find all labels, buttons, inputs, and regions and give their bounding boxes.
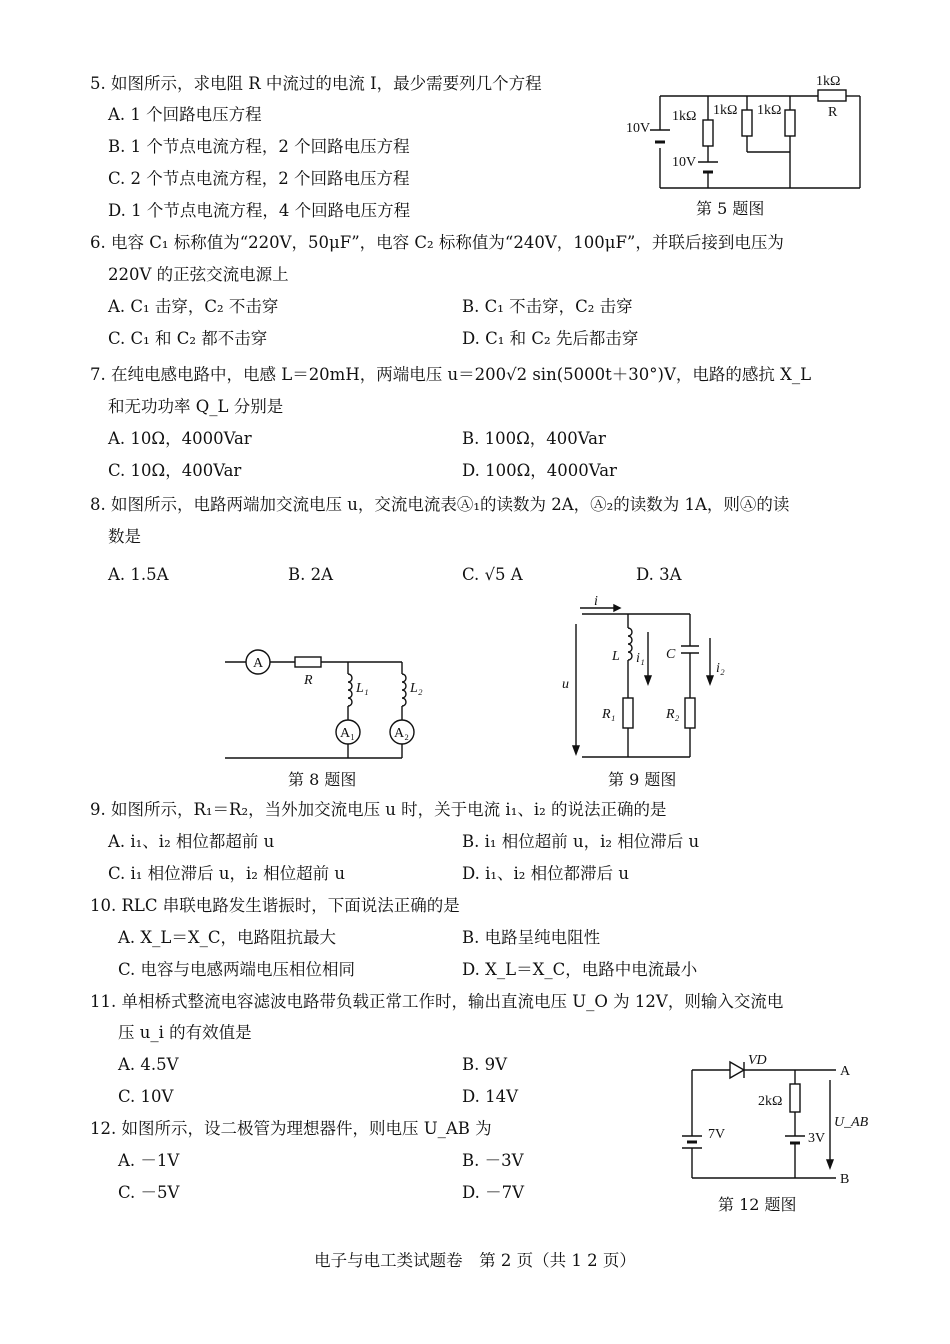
q10-option-a: A. X_L＝X_C，电路阻抗最大 bbox=[118, 928, 336, 947]
q12-label-vd: VD bbox=[748, 1053, 767, 1068]
q8-option-b: B. 2A bbox=[288, 565, 334, 584]
q6-stem-line1: 6. 电容 C₁ 标称值为“220V，50μF”，电容 C₂ 标称值为“240V，100μF”，并联后接到电压为 bbox=[90, 233, 784, 252]
q9-label-i2: i₂ bbox=[716, 661, 725, 676]
q7-option-c: C. 10Ω，400Var bbox=[108, 461, 242, 480]
q6-option-d: D. C₁ 和 C₂ 先后都击穿 bbox=[462, 329, 639, 348]
q12-label-7v: 7V bbox=[708, 1127, 726, 1142]
q5-label-src2: 10V bbox=[672, 155, 697, 170]
q8-ammeter-a2-label: A₂ bbox=[394, 726, 409, 741]
q8-stem-line1: 8. 如图所示，电路两端加交流电压 u，交流电流表Ⓐ₁的读数为 2A，Ⓐ₂的读数为 1A，则Ⓐ的读 bbox=[90, 495, 790, 514]
q5-label-r3: 1kΩ bbox=[757, 103, 782, 118]
q12-figure-caption: 第 12 题图 bbox=[718, 1195, 797, 1214]
q5-figure-caption: 第 5 题图 bbox=[696, 199, 765, 218]
q11-option-a: A. 4.5V bbox=[118, 1055, 179, 1074]
q12-label-uab: U_AB bbox=[834, 1115, 869, 1130]
q10-option-c: C. 电容与电感两端电压相位相同 bbox=[118, 960, 356, 979]
q5-label-src1: 10V bbox=[626, 121, 651, 136]
q8-figure-caption: 第 8 题图 bbox=[288, 770, 357, 789]
q12-circuit-figure bbox=[668, 1050, 868, 1190]
q5-circuit-figure bbox=[620, 68, 870, 198]
q12-option-c: C. －5V bbox=[118, 1183, 180, 1202]
q8-label-l2: L₂ bbox=[410, 681, 423, 696]
q9-circuit-figure bbox=[560, 592, 735, 767]
q9-label-c: C bbox=[666, 647, 676, 662]
q10-option-d: D. X_L＝X_C，电路中电流最小 bbox=[462, 960, 698, 979]
q7-option-d: D. 100Ω，4000Var bbox=[462, 461, 617, 480]
q6-option-a: A. C₁ 击穿，C₂ 不击穿 bbox=[108, 297, 279, 316]
q8-label-l1: L₁ bbox=[356, 681, 369, 696]
q9-label-u: u bbox=[562, 677, 569, 692]
q9-stem: 9. 如图所示，R₁＝R₂，当外加交流电压 u 时，关于电流 i₁、i₂ 的说法正确的是 bbox=[90, 800, 667, 819]
q7-stem-line2: 和无功功率 Q_L 分别是 bbox=[108, 397, 284, 416]
q12-label-r: 2kΩ bbox=[758, 1094, 783, 1109]
q12-label-3v: 3V bbox=[808, 1131, 826, 1146]
q5-option-a: A. 1 个回路电压方程 bbox=[108, 105, 262, 124]
q7-option-a: A. 10Ω，4000Var bbox=[108, 429, 252, 448]
q11-option-c: C. 10V bbox=[118, 1087, 174, 1106]
q8-label-r: R bbox=[304, 673, 313, 688]
q9-option-b: B. i₁ 相位超前 u，i₂ 相位滞后 u bbox=[462, 832, 700, 851]
q5-option-b: B. 1 个节点电流方程，2 个回路电压方程 bbox=[108, 137, 410, 156]
q11-stem-line2: 压 u_i 的有效值是 bbox=[118, 1023, 252, 1042]
q8-circuit-figure bbox=[220, 640, 430, 765]
q9-label-i: i bbox=[594, 594, 598, 609]
q6-option-b: B. C₁ 不击穿，C₂ 击穿 bbox=[462, 297, 633, 316]
q10-stem: 10. RLC 串联电路发生谐振时，下面说法正确的是 bbox=[90, 896, 460, 915]
q7-option-b: B. 100Ω，400Var bbox=[462, 429, 606, 448]
q9-label-r1: R₁ bbox=[602, 707, 616, 722]
q12-option-b: B. －3V bbox=[462, 1151, 524, 1170]
q5-stem: 5. 如图所示，求电阻 R 中流过的电流 I，最少需要列几个方程 bbox=[90, 74, 542, 93]
q12-label-a: A bbox=[840, 1064, 851, 1079]
q8-option-a: A. 1.5A bbox=[108, 565, 169, 584]
page-footer: 电子与电工类试题卷 第 2 页（共 1 2 页） bbox=[314, 1251, 636, 1270]
q5-label-r2: 1kΩ bbox=[713, 103, 738, 118]
q11-stem-line1: 11. 单相桥式整流电容滤波电路带负载正常工作时，输出直流电压 U_O 为 12V，则输入交流电 bbox=[90, 992, 784, 1011]
q5-label-r: R bbox=[828, 105, 838, 120]
q5-option-c: C. 2 个节点电流方程，2 个回路电压方程 bbox=[108, 169, 410, 188]
q9-option-a: A. i₁、i₂ 相位都超前 u bbox=[108, 832, 275, 851]
q9-label-i1: i₁ bbox=[636, 651, 645, 666]
q8-ammeter-a1-label: A₁ bbox=[340, 726, 355, 741]
q8-option-d: D. 3A bbox=[636, 565, 682, 584]
q8-stem-line2: 数是 bbox=[108, 527, 141, 546]
q10-option-b: B. 电路呈纯电阻性 bbox=[462, 928, 601, 947]
q11-option-b: B. 9V bbox=[462, 1055, 508, 1074]
q8-option-c: C. √5 A bbox=[462, 565, 523, 584]
q6-stem-line2: 220V 的正弦交流电源上 bbox=[108, 265, 289, 284]
q7-stem-line1: 7. 在纯电感电路中，电感 L＝20mH，两端电压 u＝200√2 sin(5000t＋30°)V，电路的感抗 X_L bbox=[90, 365, 812, 384]
q12-stem: 12. 如图所示，设二极管为理想器件，则电压 U_AB 为 bbox=[90, 1119, 492, 1138]
q9-option-d: D. i₁、i₂ 相位都滞后 u bbox=[462, 864, 630, 883]
q9-label-r2: R₂ bbox=[666, 707, 680, 722]
q5-option-d: D. 1 个节点电流方程，4 个回路电压方程 bbox=[108, 201, 411, 220]
q12-option-d: D. －7V bbox=[462, 1183, 525, 1202]
q6-option-c: C. C₁ 和 C₂ 都不击穿 bbox=[108, 329, 268, 348]
q5-label-r4: 1kΩ bbox=[816, 74, 841, 89]
q9-figure-caption: 第 9 题图 bbox=[608, 770, 677, 789]
q12-option-a: A. －1V bbox=[118, 1151, 180, 1170]
q9-option-c: C. i₁ 相位滞后 u，i₂ 相位超前 u bbox=[108, 864, 346, 883]
q8-ammeter-main-label: A bbox=[253, 656, 264, 671]
q9-label-l: L bbox=[612, 649, 620, 664]
q5-label-r1: 1kΩ bbox=[672, 109, 697, 124]
q12-label-b: B bbox=[840, 1172, 850, 1187]
q11-option-d: D. 14V bbox=[462, 1087, 519, 1106]
